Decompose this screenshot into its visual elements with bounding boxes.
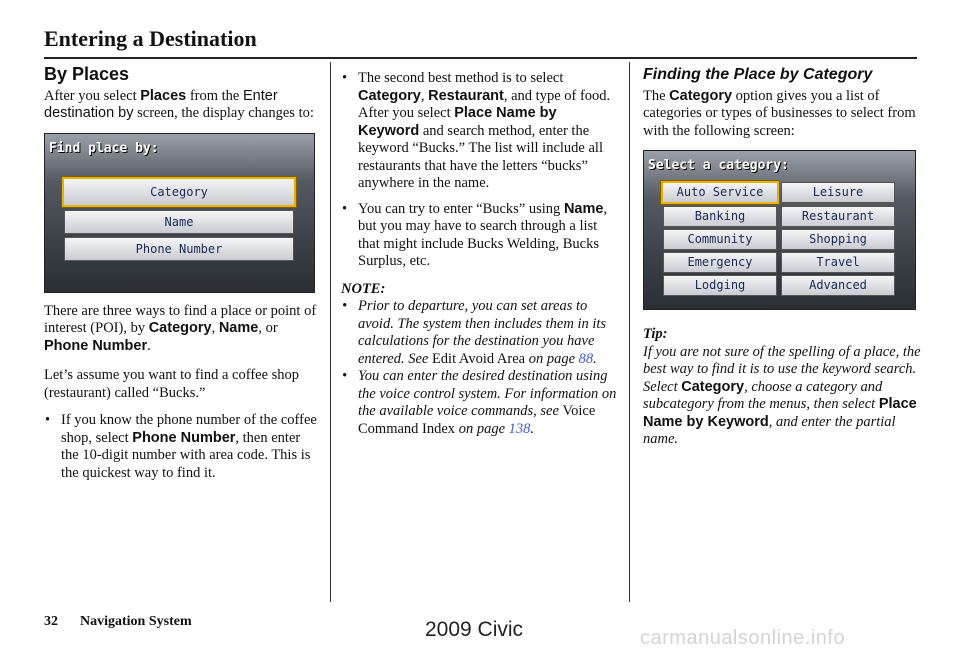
section-heading: Finding the Place by Category bbox=[643, 66, 873, 83]
list-item: • You can try to enter “Bucks” using Name, but you may have to search through a list that might include Bucks Welding, Bucks Surplus, etc. bbox=[341, 201, 617, 271]
screen-title: Select a category: bbox=[648, 158, 789, 173]
emergency-button[interactable]: Emergency bbox=[663, 252, 777, 273]
assume-paragraph: Let’s assume you want to find a coffee shop (restaurant) called “Bucks.” bbox=[44, 367, 300, 401]
note-item: • Prior to departure, you can set areas to avoid. The system then includes them in its calculations for the destination you have entered. See Edit Avoid Area on page 88. bbox=[341, 298, 617, 368]
column-divider bbox=[629, 62, 630, 602]
phone-number-button[interactable]: Phone Number bbox=[64, 237, 294, 261]
page-link[interactable]: 138 bbox=[508, 420, 531, 437]
tip-label: Tip: bbox=[643, 326, 668, 342]
page-link[interactable]: 88 bbox=[578, 350, 594, 367]
find-place-screen bbox=[44, 133, 315, 293]
restaurant-button[interactable]: Restaurant bbox=[781, 206, 895, 227]
shopping-button[interactable]: Shopping bbox=[781, 229, 895, 250]
footer-section: Navigation System bbox=[80, 614, 192, 629]
category-button[interactable]: Category bbox=[62, 177, 296, 207]
intro-paragraph: The Category option gives you a list of categories or types of businesses to select from with the following screen: bbox=[643, 87, 916, 139]
lodging-button[interactable]: Lodging bbox=[663, 275, 777, 296]
watermark: carmanualsonline.info bbox=[640, 627, 846, 649]
name-button[interactable]: Name bbox=[64, 210, 294, 234]
column-2 bbox=[341, 70, 617, 438]
page-number: 32 bbox=[44, 614, 58, 629]
leisure-button[interactable]: Leisure bbox=[781, 182, 895, 203]
intro-paragraph: After you select Places from the Enter destination by screen, the display changes to: bbox=[44, 87, 314, 121]
header-rule bbox=[44, 57, 917, 59]
advanced-button[interactable]: Advanced bbox=[781, 275, 895, 296]
note-item: • You can enter the desired destination using the voice control system. For information on the available voice commands, see Voice Command Index on page 138. bbox=[341, 368, 617, 438]
column-divider bbox=[330, 62, 331, 602]
list-item: • If you know the phone number of the coffee shop, select Phone Number, then enter the 10-digit number with area code. This is the quickest way to find it. bbox=[44, 412, 319, 482]
column-3 bbox=[643, 66, 921, 449]
travel-button[interactable]: Travel bbox=[781, 252, 895, 273]
list-item: • The second best method is to select Category, Restaurant, and type of food. After you select Place Name by Keyword and search method, enter the keyword “Bucks.” The list will include all restaurants that have the letters “bucks” anywhere in the name. bbox=[341, 70, 617, 193]
note-label: NOTE: bbox=[341, 280, 386, 297]
ways-paragraph: There are three ways to find a place or point of interest (POI), by Category, Name, or Phone Number. bbox=[44, 302, 317, 354]
footer-model: 2009 Civic bbox=[425, 618, 524, 641]
screen-title: Find place by: bbox=[49, 140, 159, 156]
column-1 bbox=[44, 66, 319, 482]
tip-paragraph: If you are not sure of the spelling of a place, the best way to find it is to use the keyword search. Select Category, choose a category and subcategory from the menus, then select Place Name by Keyword, and enter the partial name. bbox=[643, 343, 921, 447]
community-button[interactable]: Community bbox=[663, 229, 777, 250]
auto-service-button[interactable]: Auto Service bbox=[661, 181, 779, 204]
section-heading: By Places bbox=[44, 64, 130, 84]
banking-button[interactable]: Banking bbox=[663, 206, 777, 227]
select-category-screen bbox=[643, 150, 916, 310]
page-title: Entering a Destination bbox=[44, 26, 257, 51]
